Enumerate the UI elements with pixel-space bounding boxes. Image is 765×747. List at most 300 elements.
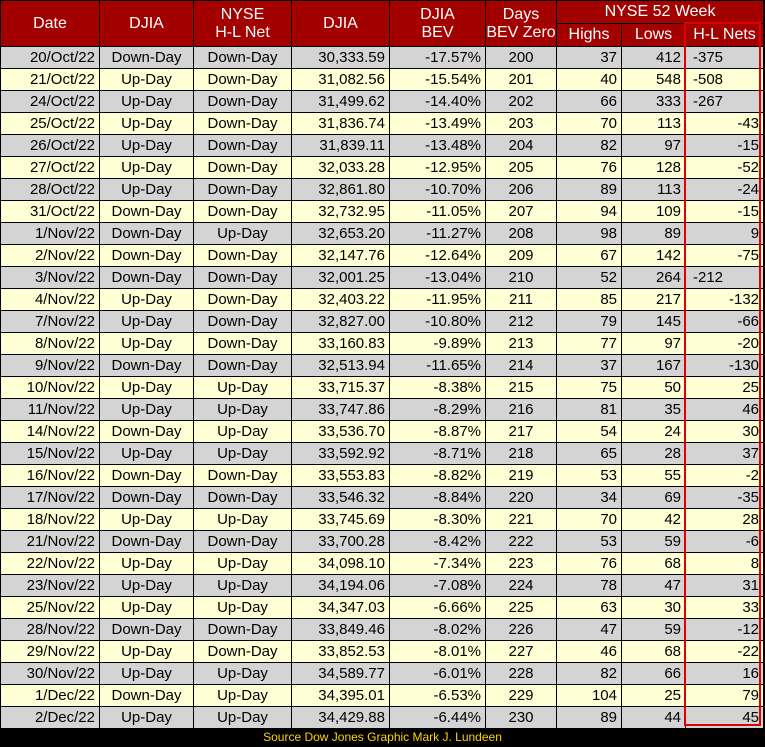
table-row: [1, 465, 764, 487]
nyse-day-cell: Down-Day: [194, 487, 292, 509]
bev-cell: -8.01%: [390, 641, 486, 663]
lows-cell: 35: [622, 399, 686, 421]
djia-cell: 34,098.10: [292, 553, 390, 575]
djia-day-cell: Up-Day: [100, 311, 194, 333]
table-row: [1, 619, 764, 641]
highs-cell: 46: [557, 641, 622, 663]
date-cell: 14/Nov/22: [1, 421, 100, 443]
table-row: [1, 113, 764, 135]
djia-cell: 34,429.88: [292, 707, 390, 729]
hl-nets-cell: 25: [686, 377, 764, 399]
date-cell: 8/Nov/22: [1, 333, 100, 355]
lows-cell: 24: [622, 421, 686, 443]
nyse-day-cell: Down-Day: [194, 201, 292, 223]
djia-cell: 33,849.46: [292, 619, 390, 641]
days-cell: 230: [486, 707, 557, 729]
days-cell: 218: [486, 443, 557, 465]
table-row: [1, 531, 764, 553]
bev-cell: -6.01%: [390, 663, 486, 685]
date-cell: 31/Oct/22: [1, 201, 100, 223]
highs-cell: 82: [557, 663, 622, 685]
source-credit: Source Dow Jones Graphic Mark J. Lundeen: [263, 730, 502, 744]
djia-day-cell: Up-Day: [100, 641, 194, 663]
djia-day-cell: Up-Day: [100, 333, 194, 355]
days-cell: 229: [486, 685, 557, 707]
djia-day-cell: Down-Day: [100, 245, 194, 267]
hl-nets-cell: 45: [686, 707, 764, 729]
djia-cell: 33,745.69: [292, 509, 390, 531]
bev-cell: -7.08%: [390, 575, 486, 597]
djia-cell: 31,839.11: [292, 135, 390, 157]
lows-cell: 113: [622, 113, 686, 135]
bev-cell: -6.66%: [390, 597, 486, 619]
days-cell: 221: [486, 509, 557, 531]
date-cell: 7/Nov/22: [1, 311, 100, 333]
date-cell: 21/Nov/22: [1, 531, 100, 553]
date-cell: 24/Oct/22: [1, 91, 100, 113]
table-body: [1, 47, 764, 729]
table-row: [1, 355, 764, 377]
lows-cell: 59: [622, 531, 686, 553]
lows-cell: 97: [622, 135, 686, 157]
days-cell: 225: [486, 597, 557, 619]
lows-cell: 128: [622, 157, 686, 179]
highs-cell: 37: [557, 47, 622, 69]
table-row: [1, 69, 764, 91]
hl-nets-cell: 46: [686, 399, 764, 421]
date-cell: 25/Oct/22: [1, 113, 100, 135]
djia-cell: 32,513.94: [292, 355, 390, 377]
highs-cell: 78: [557, 575, 622, 597]
highs-cell: 98: [557, 223, 622, 245]
table-row: [1, 201, 764, 223]
nyse-day-cell: Down-Day: [194, 465, 292, 487]
table-row: [1, 443, 764, 465]
highs-cell: 37: [557, 355, 622, 377]
djia-cell: 33,592.92: [292, 443, 390, 465]
date-cell: 2/Dec/22: [1, 707, 100, 729]
header-djia: DJIA: [292, 1, 390, 47]
days-cell: 220: [486, 487, 557, 509]
djia-cell: 34,589.77: [292, 663, 390, 685]
date-cell: 25/Nov/22: [1, 597, 100, 619]
djia-cell: 33,852.53: [292, 641, 390, 663]
days-cell: 215: [486, 377, 557, 399]
lows-cell: 44: [622, 707, 686, 729]
days-cell: 207: [486, 201, 557, 223]
table-row: [1, 509, 764, 531]
days-cell: 206: [486, 179, 557, 201]
nyse-day-cell: Up-Day: [194, 685, 292, 707]
lows-cell: 55: [622, 465, 686, 487]
highs-cell: 94: [557, 201, 622, 223]
nyse-day-cell: Down-Day: [194, 311, 292, 333]
days-cell: 212: [486, 311, 557, 333]
lows-cell: 167: [622, 355, 686, 377]
hl-nets-cell: -22: [686, 641, 764, 663]
lows-cell: 142: [622, 245, 686, 267]
nyse-day-cell: Up-Day: [194, 443, 292, 465]
table-row: [1, 487, 764, 509]
bev-cell: -13.49%: [390, 113, 486, 135]
hl-nets-cell: -52: [686, 157, 764, 179]
djia-day-cell: Down-Day: [100, 47, 194, 69]
djia-cell: 33,553.83: [292, 465, 390, 487]
date-cell: 15/Nov/22: [1, 443, 100, 465]
bev-cell: -8.87%: [390, 421, 486, 443]
table-row: [1, 377, 764, 399]
djia-day-cell: Down-Day: [100, 223, 194, 245]
djia-cell: 32,403.22: [292, 289, 390, 311]
highs-cell: 89: [557, 179, 622, 201]
djia-day-cell: Down-Day: [100, 421, 194, 443]
nyse-day-cell: Down-Day: [194, 113, 292, 135]
hl-nets-cell: 79: [686, 685, 764, 707]
djia-day-cell: Down-Day: [100, 685, 194, 707]
bev-cell: -8.71%: [390, 443, 486, 465]
highs-cell: 85: [557, 289, 622, 311]
table-row: [1, 575, 764, 597]
lows-cell: 412: [622, 47, 686, 69]
table-row: [1, 311, 764, 333]
djia-day-cell: Down-Day: [100, 267, 194, 289]
hl-nets-cell: 8: [686, 553, 764, 575]
bev-cell: -12.64%: [390, 245, 486, 267]
date-cell: 16/Nov/22: [1, 465, 100, 487]
date-cell: 17/Nov/22: [1, 487, 100, 509]
date-cell: 2/Nov/22: [1, 245, 100, 267]
days-cell: 228: [486, 663, 557, 685]
days-cell: 208: [486, 223, 557, 245]
bev-cell: -10.80%: [390, 311, 486, 333]
date-cell: 29/Nov/22: [1, 641, 100, 663]
highs-cell: 76: [557, 553, 622, 575]
djia-day-cell: Up-Day: [100, 509, 194, 531]
hl-nets-cell: -6: [686, 531, 764, 553]
djia-cell: 34,347.03: [292, 597, 390, 619]
lows-cell: 264: [622, 267, 686, 289]
table-row: [1, 223, 764, 245]
date-cell: 9/Nov/22: [1, 355, 100, 377]
days-cell: 217: [486, 421, 557, 443]
bev-cell: -7.34%: [390, 553, 486, 575]
table-row: [1, 179, 764, 201]
lows-cell: 109: [622, 201, 686, 223]
bev-cell: -8.02%: [390, 619, 486, 641]
highs-cell: 75: [557, 377, 622, 399]
nyse-day-cell: Up-Day: [194, 399, 292, 421]
days-cell: 204: [486, 135, 557, 157]
lows-cell: 333: [622, 91, 686, 113]
days-cell: 227: [486, 641, 557, 663]
hl-nets-cell: 30: [686, 421, 764, 443]
bev-cell: -6.53%: [390, 685, 486, 707]
bev-cell: -8.42%: [390, 531, 486, 553]
lows-cell: 69: [622, 487, 686, 509]
nyse-day-cell: Down-Day: [194, 619, 292, 641]
djia-cell: 30,333.59: [292, 47, 390, 69]
nyse-day-cell: Down-Day: [194, 245, 292, 267]
bev-cell: -13.48%: [390, 135, 486, 157]
highs-cell: 34: [557, 487, 622, 509]
date-cell: 3/Nov/22: [1, 267, 100, 289]
date-cell: 10/Nov/22: [1, 377, 100, 399]
lows-cell: 548: [622, 69, 686, 91]
table-row: [1, 663, 764, 685]
nyse-day-cell: Up-Day: [194, 223, 292, 245]
hl-nets-cell: -212: [686, 267, 764, 289]
highs-cell: 66: [557, 91, 622, 113]
days-cell: 213: [486, 333, 557, 355]
hl-nets-cell: -24: [686, 179, 764, 201]
date-cell: 30/Nov/22: [1, 663, 100, 685]
djia-cell: 33,747.86: [292, 399, 390, 421]
nyse-day-cell: Up-Day: [194, 663, 292, 685]
djia-day-cell: Down-Day: [100, 487, 194, 509]
hl-nets-cell: -35: [686, 487, 764, 509]
nyse-day-cell: Down-Day: [194, 69, 292, 91]
highs-cell: 70: [557, 509, 622, 531]
date-cell: 1/Nov/22: [1, 223, 100, 245]
date-cell: 1/Dec/22: [1, 685, 100, 707]
hl-nets-cell: -375: [686, 47, 764, 69]
djia-day-cell: Up-Day: [100, 443, 194, 465]
bev-cell: -8.84%: [390, 487, 486, 509]
djia-day-cell: Up-Day: [100, 157, 194, 179]
bev-cell: -11.05%: [390, 201, 486, 223]
highs-cell: 53: [557, 531, 622, 553]
days-cell: 203: [486, 113, 557, 135]
djia-day-cell: Down-Day: [100, 355, 194, 377]
highs-cell: 53: [557, 465, 622, 487]
date-cell: 27/Oct/22: [1, 157, 100, 179]
djia-day-cell: Up-Day: [100, 597, 194, 619]
djia-cell: 31,082.56: [292, 69, 390, 91]
table-row: [1, 641, 764, 663]
nyse-day-cell: Up-Day: [194, 707, 292, 729]
bev-cell: -6.44%: [390, 707, 486, 729]
nyse-day-cell: Down-Day: [194, 641, 292, 663]
days-cell: 219: [486, 465, 557, 487]
bev-cell: -14.40%: [390, 91, 486, 113]
djia-cell: 31,499.62: [292, 91, 390, 113]
table-row: [1, 333, 764, 355]
header-date: Date: [1, 1, 100, 47]
hl-nets-cell: -15: [686, 201, 764, 223]
table-row: [1, 597, 764, 619]
djia-day-cell: Up-Day: [100, 553, 194, 575]
table-row: [1, 399, 764, 421]
days-cell: 210: [486, 267, 557, 289]
table-row: [1, 91, 764, 113]
bev-cell: -11.95%: [390, 289, 486, 311]
table-row: [1, 421, 764, 443]
table-row: [1, 289, 764, 311]
lows-cell: 89: [622, 223, 686, 245]
days-cell: 205: [486, 157, 557, 179]
djia-cell: 32,861.80: [292, 179, 390, 201]
djia-cell: 32,033.28: [292, 157, 390, 179]
nyse-day-cell: Down-Day: [194, 47, 292, 69]
hl-nets-cell: -20: [686, 333, 764, 355]
lows-cell: 97: [622, 333, 686, 355]
header-highs: Highs: [557, 24, 622, 47]
djia-day-cell: Down-Day: [100, 465, 194, 487]
days-cell: 211: [486, 289, 557, 311]
date-cell: 4/Nov/22: [1, 289, 100, 311]
bev-cell: -8.38%: [390, 377, 486, 399]
hl-nets-cell: -132: [686, 289, 764, 311]
nyse-day-cell: Down-Day: [194, 91, 292, 113]
djia-day-cell: Up-Day: [100, 179, 194, 201]
nyse-day-cell: Up-Day: [194, 553, 292, 575]
date-cell: 21/Oct/22: [1, 69, 100, 91]
days-cell: 226: [486, 619, 557, 641]
header-days: Days BEV Zero: [486, 1, 557, 47]
djia-cell: 34,194.06: [292, 575, 390, 597]
header-lows: Lows: [622, 24, 686, 47]
bev-cell: -9.89%: [390, 333, 486, 355]
bev-cell: -12.95%: [390, 157, 486, 179]
date-cell: 20/Oct/22: [1, 47, 100, 69]
djia-day-cell: Up-Day: [100, 113, 194, 135]
djia-cell: 32,147.76: [292, 245, 390, 267]
hl-nets-cell: -2: [686, 465, 764, 487]
hl-nets-cell: -130: [686, 355, 764, 377]
lows-cell: 68: [622, 641, 686, 663]
highs-cell: 67: [557, 245, 622, 267]
header-bev: DJIA BEV: [390, 1, 486, 47]
nyse-day-cell: Down-Day: [194, 179, 292, 201]
highs-cell: 79: [557, 311, 622, 333]
nyse-day-cell: Down-Day: [194, 157, 292, 179]
days-cell: 222: [486, 531, 557, 553]
table-row: [1, 47, 764, 69]
days-cell: 201: [486, 69, 557, 91]
hl-nets-cell: -66: [686, 311, 764, 333]
header-djia-day: DJIA: [100, 1, 194, 47]
djia-day-cell: Down-Day: [100, 619, 194, 641]
lows-cell: 113: [622, 179, 686, 201]
hl-nets-cell: -15: [686, 135, 764, 157]
djia-day-cell: Up-Day: [100, 663, 194, 685]
nyse-day-cell: Up-Day: [194, 597, 292, 619]
bev-cell: -8.29%: [390, 399, 486, 421]
djia-day-cell: Up-Day: [100, 707, 194, 729]
djia-day-cell: Up-Day: [100, 377, 194, 399]
nyse-day-cell: Up-Day: [194, 377, 292, 399]
date-cell: 11/Nov/22: [1, 399, 100, 421]
djia-day-cell: Down-Day: [100, 201, 194, 223]
bev-cell: -11.65%: [390, 355, 486, 377]
hl-nets-cell: -75: [686, 245, 764, 267]
lows-cell: 59: [622, 619, 686, 641]
bev-cell: -10.70%: [390, 179, 486, 201]
days-cell: 209: [486, 245, 557, 267]
lows-cell: 66: [622, 663, 686, 685]
days-cell: 202: [486, 91, 557, 113]
hl-nets-cell: -508: [686, 69, 764, 91]
highs-cell: 54: [557, 421, 622, 443]
lows-cell: 42: [622, 509, 686, 531]
highs-cell: 47: [557, 619, 622, 641]
lows-cell: 217: [622, 289, 686, 311]
days-cell: 214: [486, 355, 557, 377]
hl-nets-cell: -12: [686, 619, 764, 641]
nyse-day-cell: Down-Day: [194, 355, 292, 377]
lows-cell: 25: [622, 685, 686, 707]
hl-nets-cell: 33: [686, 597, 764, 619]
highs-cell: 52: [557, 267, 622, 289]
djia-cell: 33,700.28: [292, 531, 390, 553]
date-cell: 22/Nov/22: [1, 553, 100, 575]
hl-nets-cell: 37: [686, 443, 764, 465]
djia-day-cell: Up-Day: [100, 399, 194, 421]
djia-cell: 34,395.01: [292, 685, 390, 707]
highs-cell: 89: [557, 707, 622, 729]
date-cell: 26/Oct/22: [1, 135, 100, 157]
header-hl-nets: H-L Nets: [686, 24, 764, 47]
table-row: [1, 135, 764, 157]
date-cell: 18/Nov/22: [1, 509, 100, 531]
hl-nets-cell: -267: [686, 91, 764, 113]
nyse-day-cell: Down-Day: [194, 289, 292, 311]
djia-cell: 32,827.00: [292, 311, 390, 333]
highs-cell: 81: [557, 399, 622, 421]
nyse-day-cell: Up-Day: [194, 509, 292, 531]
days-cell: 224: [486, 575, 557, 597]
hl-nets-cell: 16: [686, 663, 764, 685]
table-row: [1, 245, 764, 267]
bev-cell: -8.82%: [390, 465, 486, 487]
djia-cell: 32,001.25: [292, 267, 390, 289]
bev-cell: -15.54%: [390, 69, 486, 91]
highs-cell: 40: [557, 69, 622, 91]
table-row: [1, 553, 764, 575]
highs-cell: 82: [557, 135, 622, 157]
lows-cell: 47: [622, 575, 686, 597]
djia-day-cell: Up-Day: [100, 135, 194, 157]
highs-cell: 63: [557, 597, 622, 619]
table-row: [1, 157, 764, 179]
djia-day-cell: Up-Day: [100, 575, 194, 597]
nyse-day-cell: Up-Day: [194, 421, 292, 443]
table-row: [1, 707, 764, 729]
nyse-day-cell: Up-Day: [194, 575, 292, 597]
nyse-day-cell: Down-Day: [194, 531, 292, 553]
hl-nets-cell: 9: [686, 223, 764, 245]
hl-nets-cell: 31: [686, 575, 764, 597]
highs-cell: 104: [557, 685, 622, 707]
djia-day-cell: Up-Day: [100, 91, 194, 113]
bev-cell: -17.57%: [390, 47, 486, 69]
header-nyse-52-week: NYSE 52 Week: [557, 1, 764, 24]
djia-day-cell: Up-Day: [100, 69, 194, 91]
highs-cell: 65: [557, 443, 622, 465]
hl-nets-cell: 28: [686, 509, 764, 531]
days-cell: 223: [486, 553, 557, 575]
date-cell: 28/Nov/22: [1, 619, 100, 641]
lows-cell: 28: [622, 443, 686, 465]
days-cell: 216: [486, 399, 557, 421]
djia-day-cell: Down-Day: [100, 531, 194, 553]
highs-cell: 77: [557, 333, 622, 355]
lows-cell: 145: [622, 311, 686, 333]
djia-cell: 32,653.20: [292, 223, 390, 245]
date-cell: 28/Oct/22: [1, 179, 100, 201]
bev-cell: -8.30%: [390, 509, 486, 531]
bev-cell: -13.04%: [390, 267, 486, 289]
